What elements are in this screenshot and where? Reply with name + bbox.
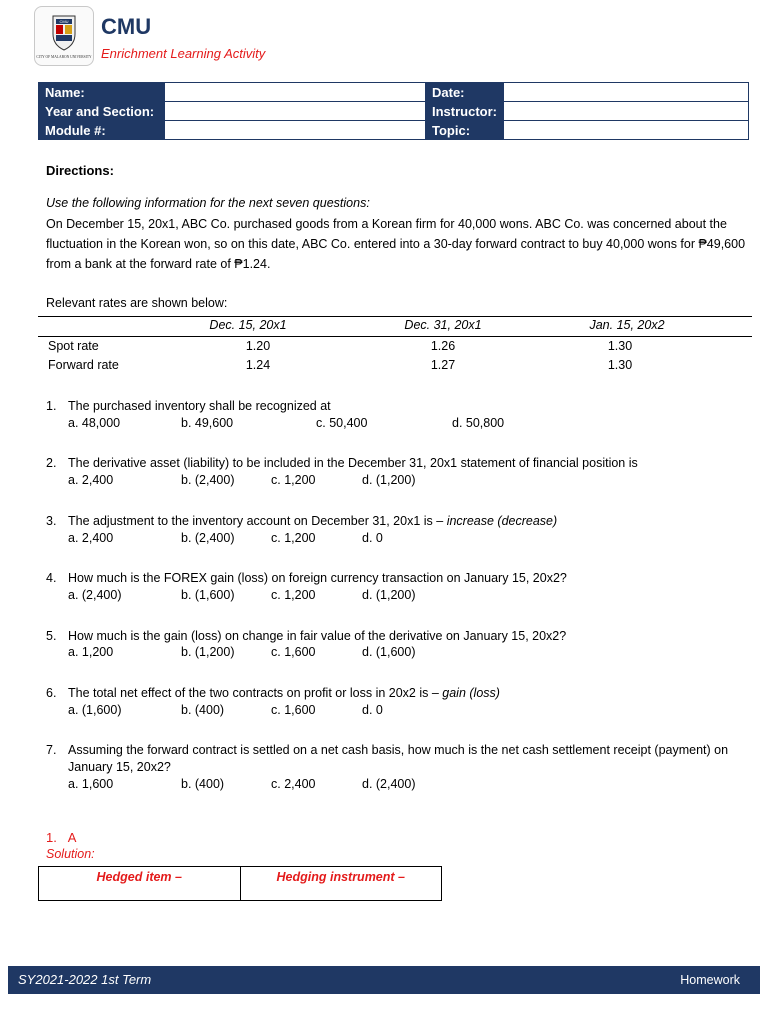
option-a[interactable]: a. 1,600 <box>68 777 114 791</box>
rate-row-label: Spot rate <box>48 339 99 353</box>
svg-text:CITY OF MALABON UNIVERSITY: CITY OF MALABON UNIVERSITY <box>36 55 92 59</box>
date-field[interactable] <box>504 83 749 102</box>
university-seal-logo <box>34 6 94 66</box>
option-a[interactable]: a. 1,200 <box>68 645 114 659</box>
question-2 <box>46 455 758 472</box>
rates-header-rule <box>38 336 752 337</box>
question-5 <box>46 628 758 645</box>
option-c[interactable]: c. 1,600 <box>271 703 316 717</box>
problem-paragraph: On December 15, 20x1, ABC Co. purchased goods from a Korean firm for 40,000 wons. ABC Co. was concerned about the fluctuation in the Korean won, so on this date, ABC Co. entered into a 30-day forward contract to buy 40,000 wons for ₱49,600 from a bank at the forward rate of ₱1.24. <box>46 217 746 271</box>
question-text: The derivative asset (liability) to be included in the December 31, 20x1 statement of financial position is <box>68 456 638 470</box>
option-d[interactable]: d. 0 <box>362 531 383 545</box>
option-a[interactable]: a. 48,000 <box>68 416 121 430</box>
option-c[interactable]: c. 1,200 <box>271 531 316 545</box>
question-text-italic: increase (decrease) <box>446 514 558 528</box>
answer-letter: A <box>67 830 77 845</box>
option-b[interactable]: b. (1,600) <box>181 588 235 602</box>
rate-value: 1.30 <box>607 358 633 372</box>
option-d[interactable]: d. (1,600) <box>362 645 416 659</box>
topic-field[interactable] <box>504 121 749 140</box>
question-number: 3. <box>46 514 57 528</box>
brand-title: CMU <box>101 14 152 39</box>
footer-bar <box>8 966 760 994</box>
solution-table <box>38 866 442 901</box>
hedging-instrument-cell: Hedging instrument – <box>240 867 442 901</box>
option-a[interactable]: a. 2,400 <box>68 531 114 545</box>
option-a[interactable]: a. (2,400) <box>68 588 122 602</box>
topic-label: Topic: <box>426 121 504 140</box>
option-d[interactable]: d. 0 <box>362 703 383 717</box>
footer-term: SY2021-2022 1st Term <box>18 972 152 987</box>
activity-subtitle: Enrichment Learning Activity <box>101 46 266 61</box>
rates-top-rule <box>38 316 752 317</box>
question-text-italic: gain (loss) <box>442 686 500 700</box>
date-label: Date: <box>426 83 504 102</box>
directions-heading: Directions: <box>46 163 114 178</box>
option-b[interactable]: b. (2,400) <box>181 531 235 545</box>
question-4 <box>46 570 758 587</box>
question-number: 6. <box>46 686 57 700</box>
option-c[interactable]: c. 50,400 <box>316 416 368 430</box>
question-number: 4. <box>46 571 57 585</box>
answer-number: 1. <box>46 830 57 845</box>
question-6 <box>46 685 758 702</box>
option-b[interactable]: b. (400) <box>181 703 225 717</box>
option-d[interactable]: d. (1,200) <box>362 588 416 602</box>
rates-header: Dec. 15, 20x1 <box>209 318 287 332</box>
option-c[interactable]: c. 1,600 <box>271 645 316 659</box>
answer-1 <box>46 830 76 845</box>
rates-header: Dec. 31, 20x1 <box>404 318 482 332</box>
question-text: The purchased inventory shall be recognized at <box>68 399 331 413</box>
question-text: How much is the gain (loss) on change in fair value of the derivative on January 15, 20x2? <box>68 629 567 643</box>
question-number: 7. <box>46 743 57 757</box>
name-field[interactable] <box>165 83 426 102</box>
question-number: 2. <box>46 456 57 470</box>
option-c[interactable]: c. 2,400 <box>271 777 316 791</box>
footer-type: Homework <box>680 973 740 987</box>
question-text: The total net effect of the two contracts on profit or loss in 20x2 is – <box>68 686 443 700</box>
name-label: Name: <box>39 83 165 102</box>
solution-label: Solution: <box>46 847 95 861</box>
option-b[interactable]: b. (400) <box>181 777 225 791</box>
question-number: 5. <box>46 629 57 643</box>
option-d[interactable]: d. 50,800 <box>452 416 505 430</box>
option-b[interactable]: b. (2,400) <box>181 473 235 487</box>
option-b[interactable]: b. (1,200) <box>181 645 235 659</box>
question-text: The adjustment to the inventory account on December 31, 20x1 is – <box>68 514 447 528</box>
option-b[interactable]: b. 49,600 <box>181 416 234 430</box>
rate-row-label: Forward rate <box>48 358 119 372</box>
question-7 <box>46 742 758 776</box>
option-c[interactable]: c. 1,200 <box>271 588 316 602</box>
option-a[interactable]: a. (1,600) <box>68 703 122 717</box>
rate-value: 1.20 <box>245 339 271 353</box>
option-d[interactable]: d. (1,200) <box>362 473 416 487</box>
option-c[interactable]: c. 1,200 <box>271 473 316 487</box>
option-d[interactable]: d. (2,400) <box>362 777 416 791</box>
rate-value: 1.26 <box>430 339 456 353</box>
question-3 <box>46 513 758 530</box>
rate-value: 1.27 <box>430 358 456 372</box>
rates-header: Jan. 15, 20x2 <box>589 318 665 332</box>
rate-value: 1.24 <box>245 358 271 372</box>
question-number: 1. <box>46 399 57 413</box>
hedged-item-cell: Hedged item – <box>39 867 241 901</box>
rate-value: 1.30 <box>607 339 633 353</box>
question-text: Assuming the forward contract is settled on a net cash basis, how much is the net cash settlement receipt (payment) on January 15, 20x2? <box>68 743 729 774</box>
directions-intro: Use the following information for the next seven questions: <box>46 196 370 210</box>
module-field[interactable] <box>165 121 426 140</box>
year-section-label: Year and Section: <box>39 102 165 121</box>
instructor-label: Instructor: <box>426 102 504 121</box>
question-1 <box>46 398 758 415</box>
student-info-table <box>38 82 749 140</box>
year-section-field[interactable] <box>165 102 426 121</box>
svg-text:CMU: CMU <box>59 19 69 24</box>
rates-intro: Relevant rates are shown below: <box>46 296 228 310</box>
instructor-field[interactable] <box>504 102 749 121</box>
question-text: How much is the FOREX gain (loss) on foreign currency transaction on January 15, 20x2? <box>68 571 567 585</box>
module-label: Module #: <box>39 121 165 140</box>
option-a[interactable]: a. 2,400 <box>68 473 114 487</box>
